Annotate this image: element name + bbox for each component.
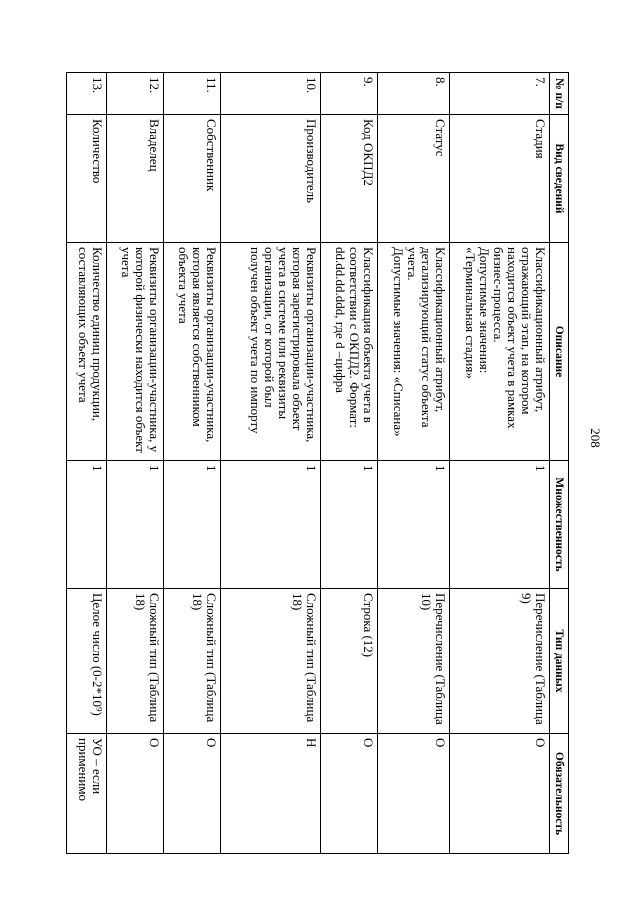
row-obligation: О	[378, 734, 450, 854]
row-description-values: Допустимые значения: «Списана»	[391, 247, 406, 437]
row-description-text: Классификация объекта учета в соответствии с ОКПД2. Формат: dd.dd.dd.ddd, где d –цифра	[333, 247, 376, 428]
row-description-text: Реквизиты организации-участника, у которой физически находится объект учета	[119, 247, 162, 453]
row-kind: Количество	[67, 115, 107, 243]
row-description-text: Классификационный атрибут, детализирующий статус объекта учета.	[405, 247, 448, 428]
page-number: 208	[587, 428, 603, 448]
row-description	[107, 243, 164, 461]
row-data-type: Сложный тип (Таблица 18)	[221, 589, 321, 734]
row-data-type: Целое число (0-2*10⁹)	[67, 589, 107, 734]
row-obligation: УО – если применимо	[67, 734, 107, 854]
row-kind: Код ОКПД2	[321, 115, 378, 243]
row-kind: Владелец	[107, 115, 164, 243]
row-kind: Стадия	[450, 115, 550, 243]
row-description-values: Допустимые значения: «Терминальная стадия»	[463, 247, 492, 379]
row-num: 9.	[321, 73, 378, 115]
table-row	[321, 73, 378, 854]
specification-table	[66, 72, 569, 854]
row-kind: Производитель	[221, 115, 321, 243]
row-num: 7.	[450, 73, 550, 115]
row-num: 10.	[221, 73, 321, 115]
row-description-text: Количество единиц продукции, составляющих объект учета	[76, 247, 105, 422]
table-row	[67, 73, 107, 854]
row-data-type: Перечисление (Таблица 9)	[450, 589, 550, 734]
table-row	[107, 73, 164, 854]
header-data-type: Тип данных	[550, 589, 569, 734]
row-num: 8.	[378, 73, 450, 115]
row-num: 13.	[67, 73, 107, 115]
row-description-text: Классификационный атрибут, отражающий этап, на котором находится объект учета в рамках бизнес-процесса.	[491, 247, 548, 429]
header-description: Описание	[550, 243, 569, 461]
table-row	[378, 73, 450, 854]
row-description-text: Реквизиты организации-участника, которая зарегистрировала объект учета в системе или реквизиты организации, от которой был получен объект учета по импорту	[248, 247, 319, 443]
header-num: № п/п	[550, 73, 569, 115]
row-obligation: О	[321, 734, 378, 854]
row-kind: Статус	[378, 115, 450, 243]
row-data-type: Сложный тип (Таблица 18)	[164, 589, 221, 734]
row-description	[67, 243, 107, 461]
row-multiplicity: 1	[107, 461, 164, 589]
row-description	[221, 243, 321, 461]
table-header-row	[550, 73, 569, 854]
row-multiplicity: 1	[450, 461, 550, 589]
row-multiplicity: 1	[164, 461, 221, 589]
table-row	[164, 73, 221, 854]
table-row	[450, 73, 550, 854]
row-multiplicity: 1	[321, 461, 378, 589]
row-obligation: О	[450, 734, 550, 854]
row-data-type: Перечисление (Таблица 10)	[378, 589, 450, 734]
header-obligation: Обязательность	[550, 734, 569, 854]
row-data-type: Строка (12)	[321, 589, 378, 734]
row-kind: Собственник	[164, 115, 221, 243]
header-kind: Вид сведений	[550, 115, 569, 243]
row-obligation: Н	[221, 734, 321, 854]
row-description	[164, 243, 221, 461]
row-description	[321, 243, 378, 461]
row-obligation: О	[164, 734, 221, 854]
row-data-type: Сложный тип (Таблица 18)	[107, 589, 164, 734]
row-description-text: Реквизиты организации-участника, которая является собственником объекта учета	[176, 247, 219, 443]
row-multiplicity: 1	[378, 461, 450, 589]
row-description	[450, 243, 550, 461]
row-num: 12.	[107, 73, 164, 115]
header-multiplicity: Множественность	[550, 461, 569, 589]
rotated-page-content	[72, 72, 569, 853]
row-num: 11.	[164, 73, 221, 115]
table-row	[221, 73, 321, 854]
row-description	[378, 243, 450, 461]
row-obligation: О	[107, 734, 164, 854]
row-multiplicity: 1	[221, 461, 321, 589]
row-multiplicity: 1	[67, 461, 107, 589]
